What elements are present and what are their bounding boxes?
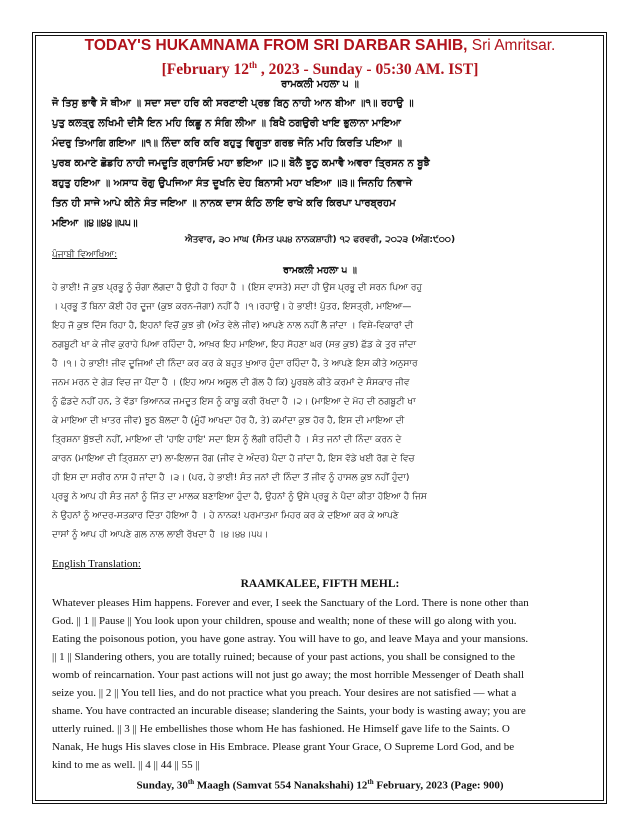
english-line: || 1 || Slandering others, you are totally ruined; because of your past actions, you shall be consigned to the bbox=[52, 651, 516, 663]
gurbani-line: ਮੰਦਰੁ ਤਿਆਗਿ ਗਇਆ ॥੧॥ ਨਿੰਦਾ ਕਰਿ ਕਰਿ ਬਹੁਤੁ ਵਿਗੂਤਾ ਗਰਭ ਜੋਨਿ ਮਹਿ ਕਿਰਤਿ ਪਇਆ ॥ bbox=[52, 138, 403, 149]
english-line: kind to me as well. || 4 || 44 || 55 || bbox=[52, 759, 200, 771]
vyakhya-line: ਠਗਬੂਟੀ ਖਾ ਕੇ ਜੀਵ ਕੁਰਾਹੇ ਪਿਆ ਰਹਿੰਦਾ ਹੈ, ਆਖ਼ਰ ਇਹ ਮਾਇਆ, ਇਹ ਸੋਹਣਾ ਘਰ (ਸਭ ਕੁਝ) ਛੱਡ ਕੇ ਤੁਰ ਜਾਂਦਾ bbox=[52, 340, 417, 350]
vyakhya-line: ਹੈ ।੧। ਹੇ ਭਾਈ! ਜੀਵ ਦੂਜਿਆਂ ਦੀ ਨਿੰਦਾ ਕਰ ਕਰ ਕੇ ਬਹੁਤ ਖ਼ੁਆਰ ਹੁੰਦਾ ਰਹਿੰਦਾ ਹੈ, ਤੇ ਆਪਣੇ ਇਸ ਕੀਤੇ ਅਨੁਸਾਰ bbox=[52, 359, 418, 369]
vyakhya-heading: ਰਾਮਕਲੀ ਮਹਲਾ ੫ ॥ bbox=[283, 265, 357, 276]
vyakhya-line: ਜਨਮ ਮਰਨ ਦੇ ਗੇੜ ਵਿਚ ਜਾ ਪੈਂਦਾ ਹੈ । (ਇਹ ਆਮ ਅਸੂਲ ਦੀ ਗੱਲ ਹੈ ਕਿ) ਪੂਰਬਲੇ ਕੀਤੇ ਕਰਮਾਂ ਦੇ ਸੰਸਕਾਰ ਜੀਵ bbox=[52, 378, 410, 388]
vyakhya-line: ਇਹ ਜੋ ਕੁਝ ਦਿੱਸ ਰਿਹਾ ਹੈ, ਇਹਨਾਂ ਵਿਚੋਂ ਕੁਝ ਭੀ (ਅੰਤ ਵੇਲੇ ਜੀਵ) ਆਪਣੇ ਨਾਲ ਨਹੀਂ ਲੈ ਜਾਂਦਾ । ਵਿਸ਼ੇ-ਵਿਕਾਰਾਂ ਦੀ bbox=[52, 321, 414, 331]
english-translation-label: English Translation: bbox=[52, 558, 141, 570]
vyakhya-line: ਹੀ ਇਸ ਦਾ ਸਰੀਰ ਨਾਸ ਹੋ ਜਾਂਦਾ ਹੈ ।੩। (ਪਰ, ਹੇ ਭਾਈ! ਸੰਤ ਜਨਾਂ ਦੀ ਨਿੰਦਾ ਤੋਂ ਜੀਵ ਨੂੰ ਹਾਸਲ ਕੁਝ ਨਹੀਂ ਹੁੰਦਾ) bbox=[52, 473, 410, 483]
date-line: [February 12th , 2023 - Sunday - 05:30 AM. IST] bbox=[161, 60, 479, 79]
english-date-footer: Sunday, 30th Maagh (Samvat 554 Nanakshahi) 12th February, 2023 (Page: 900) bbox=[136, 778, 504, 792]
gurbani-heading: ਰਾਮਕਲੀ ਮਹਲਾ ੫ ॥ bbox=[281, 79, 359, 90]
vyakhya-line: ਨੂੰ ਛੱਡਦੇ ਨਹੀਂ ਹਨ, ਤੇ ਵੱਡਾ ਭਿਆਨਕ ਜਮਦੂਤ ਇਸ ਨੂੰ ਕਾਬੂ ਕਰੀ ਰੱਖਦਾ ਹੈ ।੨। (ਮਾਇਆ ਦੇ ਮੋਹ ਦੀ ਠਗਬੂਟੀ ਖਾ bbox=[52, 397, 416, 407]
gurbani-line: ਬਹੁਤੁ ਹਇਆ ॥ ਅਸਾਧ ਰੋਗੁ ਉਪਜਿਆ ਸੰਤ ਦੂਖਨਿ ਦੇਹ ਬਿਨਾਸੀ ਮਹਾ ਖਇਆ ॥੩॥ ਜਿਨਹਿ ਨਿਵਾਜੇ bbox=[52, 178, 413, 189]
gurbani-line: ਪੁਤੁ ਕਲਤ੍ਰੁ ਲਖਿਮੀ ਦੀਸੈ ਇਨ ਮਹਿ ਕਿਛੂ ਨ ਸੰਗਿ ਲੀਆ ॥ ਬਿਖੈ ਠਗਉਰੀ ਖਾਇ ਭੁਲਾਨਾ ਮਾਇਆ bbox=[52, 118, 401, 129]
vyakhya-line: ਪ੍ਰਭੂ ਨੇ ਆਪ ਹੀ ਸੰਤ ਜਨਾਂ ਨੂੰ ਜਿੱਤ ਦਾ ਮਾਲਕ ਬਣਾਇਆ ਹੁੰਦਾ ਹੈ, ਉਹਨਾਂ ਨੂੰ ਉਸੇ ਪ੍ਰਭੂ ਨੇ ਪੈਦਾ ਕੀਤਾ ਹੋਇਆ ਹੈ ਜਿਸ bbox=[52, 492, 427, 502]
punjabi-vyakhya-label: ਪੰਜਾਬੀ ਵਿਆਖਿਆ: bbox=[52, 250, 118, 260]
english-line: God. || 1 || Pause || You look upon your children, spouse and wealth; none of these will go along with you. bbox=[52, 615, 517, 627]
english-line: womb of reincarnation. Your past actions will not just go away; the most horrible Messenger of Death shall bbox=[52, 669, 524, 681]
vyakhya-line: ਕੇ ਮਾਇਆ ਦੀ ਖ਼ਾਤਰ ਜੀਵ) ਝੂਠ ਬੋਲਦਾ ਹੈ (ਮੂੰਹੋਂ ਆਖਦਾ ਹੋਰ ਹੈ, ਤੇ) ਕਮਾਂਦਾ ਕੁਝ ਹੋਰ ਹੈ, ਇਸ ਦੀ ਮਾਇਆ ਦੀ bbox=[52, 416, 405, 426]
gurbani-line: ਪੁਰਬ ਕਮਾਣੇ ਛੋਡਹਿ ਨਾਹੀ ਜਮਦੂਤਿ ਗ੍ਰਾਸਿਓ ਮਹਾ ਭਇਆ ॥੨॥ ਬੋਲੈ ਝੂਠੁ ਕਮਾਵੈ ਅਵਰਾ ਤ੍ਰਿਸਨ ਨ ਬੂਝੈ bbox=[52, 158, 430, 169]
gurbani-line: ਮਇਆ ॥੪॥੪੪॥੫੫॥ bbox=[52, 218, 138, 229]
english-line: Whatever pleases Him happens. Forever and ever, I seek the Sanctuary of the Lord. There is none other than bbox=[52, 597, 529, 609]
english-line: Eating the poisonous potion, you have gone astray. You will have to go, and leave Maya and your mansions. bbox=[52, 633, 529, 645]
english-heading: RAAMKALEE, FIFTH MEHL: bbox=[240, 578, 400, 590]
english-line: utterly ruined. || 3 || He embellishes those whom He has fashioned. He Himself gave life to the Saints. O bbox=[52, 723, 510, 735]
vyakhya-line: ਤ੍ਰਿਸ਼ਨਾ ਬੁੱਝਦੀ ਨਹੀਂ, ਮਾਇਆ ਦੀ 'ਹਾਇ ਹਾਇ' ਸਦਾ ਇਸ ਨੂੰ ਲੱਗੀ ਰਹਿੰਦੀ ਹੈ । ਸੰਤ ਜਨਾਂ ਦੀ ਨਿੰਦਾ ਕਰਨ ਦੇ bbox=[52, 435, 402, 445]
vyakhya-line: ਨੇ ਉਹਨਾਂ ਨੂੰ ਆਦਰ-ਸਤਕਾਰ ਦਿੱਤਾ ਹੋਇਆ ਹੈ । ਹੇ ਨਾਨਕ! ਪਰਮਾਤਮਾ ਮਿਹਰ ਕਰ ਕੇ ਦਇਆ ਕਰ ਕੇ ਆਪਣੇ bbox=[52, 511, 399, 521]
vyakhya-line: ਦਾਸਾਂ ਨੂੰ ਆਪ ਹੀ ਆਪਣੇ ਗਲ ਨਾਲ ਲਾਈ ਰੱਖਦਾ ਹੈ ।੪।੪੪।੫੫। bbox=[52, 530, 269, 540]
vyakhya-line: ਹੇ ਭਾਈ! ਜੋ ਕੁਝ ਪ੍ਰਭੂ ਨੂੰ ਚੰਗਾ ਲੱਗਦਾ ਹੈ ਉਹੀ ਹੋ ਰਿਹਾ ਹੈ । (ਇਸ ਵਾਸਤੇ) ਸਦਾ ਹੀ ਉਸ ਪ੍ਰਭੂ ਦੀ ਸਰਨ ਪਿਆ ਰਹੁ bbox=[52, 283, 422, 293]
english-line: seize you. || 2 || You tell lies, and do not practice what you preach. Your desires are not satisfied — what a bbox=[52, 687, 517, 699]
vyakhya-line: । ਪ੍ਰਭੂ ਤੋਂ ਬਿਨਾ ਕੋਈ ਹੋਰ ਦੂਜਾ (ਕੁਝ ਕਰਨ-ਜੋਗਾ) ਨਹੀਂ ਹੈ ।੧।ਰਹਾਉ। ਹੇ ਭਾਈ! ਪੁੱਤਰ, ਇਸਤ੍ਰੀ, ਮਾਇਆ— bbox=[52, 302, 412, 312]
gurbani-date-meta: ਐਤਵਾਰ, ੩੦ ਮਾਘ (ਸੰਮਤ ੫੫੪ ਨਾਨਕਸ਼ਾਹੀ) ੧੨ ਫਰਵਰੀ, ੨੦੨੩ (ਅੰਗ:੯੦੦) bbox=[184, 235, 456, 245]
gurbani-line: ਤਿਨ ਹੀ ਸਾਜੇ ਆਪੇ ਕੀਨੇ ਸੰਤ ਜਇਆ ॥ ਨਾਨਕ ਦਾਸ ਕੰਠਿ ਲਾਇ ਰਾਖੇ ਕਰਿ ਕਿਰਪਾ ਪਾਰਬ੍ਰਹਮ bbox=[52, 198, 396, 209]
page-title: TODAY'S HUKAMNAMA FROM SRI DARBAR SAHIB, Sri Amritsar. bbox=[84, 37, 556, 54]
vyakhya-line: ਕਾਰਨ (ਮਾਇਆ ਦੀ ਤ੍ਰਿਸ਼ਨਾ ਦਾ) ਲਾ-ਇਲਾਜ ਰੋਗ (ਜੀਵ ਦੇ ਅੰਦਰ) ਪੈਦਾ ਹੋ ਜਾਂਦਾ ਹੈ, ਇਸ ਵੱਡੇ ਖਈ ਰੋਗ ਦੇ ਵਿਚ bbox=[52, 454, 415, 464]
english-line: shame. You have contracted an incurable disease; slandering the Saints, your body is wasting away; you are bbox=[52, 705, 526, 717]
gurbani-line: ਜੋ ਤਿਸੁ ਭਾਵੈ ਸੋ ਥੀਆ ॥ ਸਦਾ ਸਦਾ ਹਰਿ ਕੀ ਸਰਣਾਈ ਪ੍ਰਭ ਬਿਨੁ ਨਾਹੀ ਆਨ ਬੀਆ ॥੧॥ ਰਹਾਉ ॥ bbox=[52, 98, 414, 109]
english-line: Nanak, He hugs His slaves close in His Embrace. Please grant Your Grace, O Supreme Lord God, and be bbox=[52, 741, 515, 753]
